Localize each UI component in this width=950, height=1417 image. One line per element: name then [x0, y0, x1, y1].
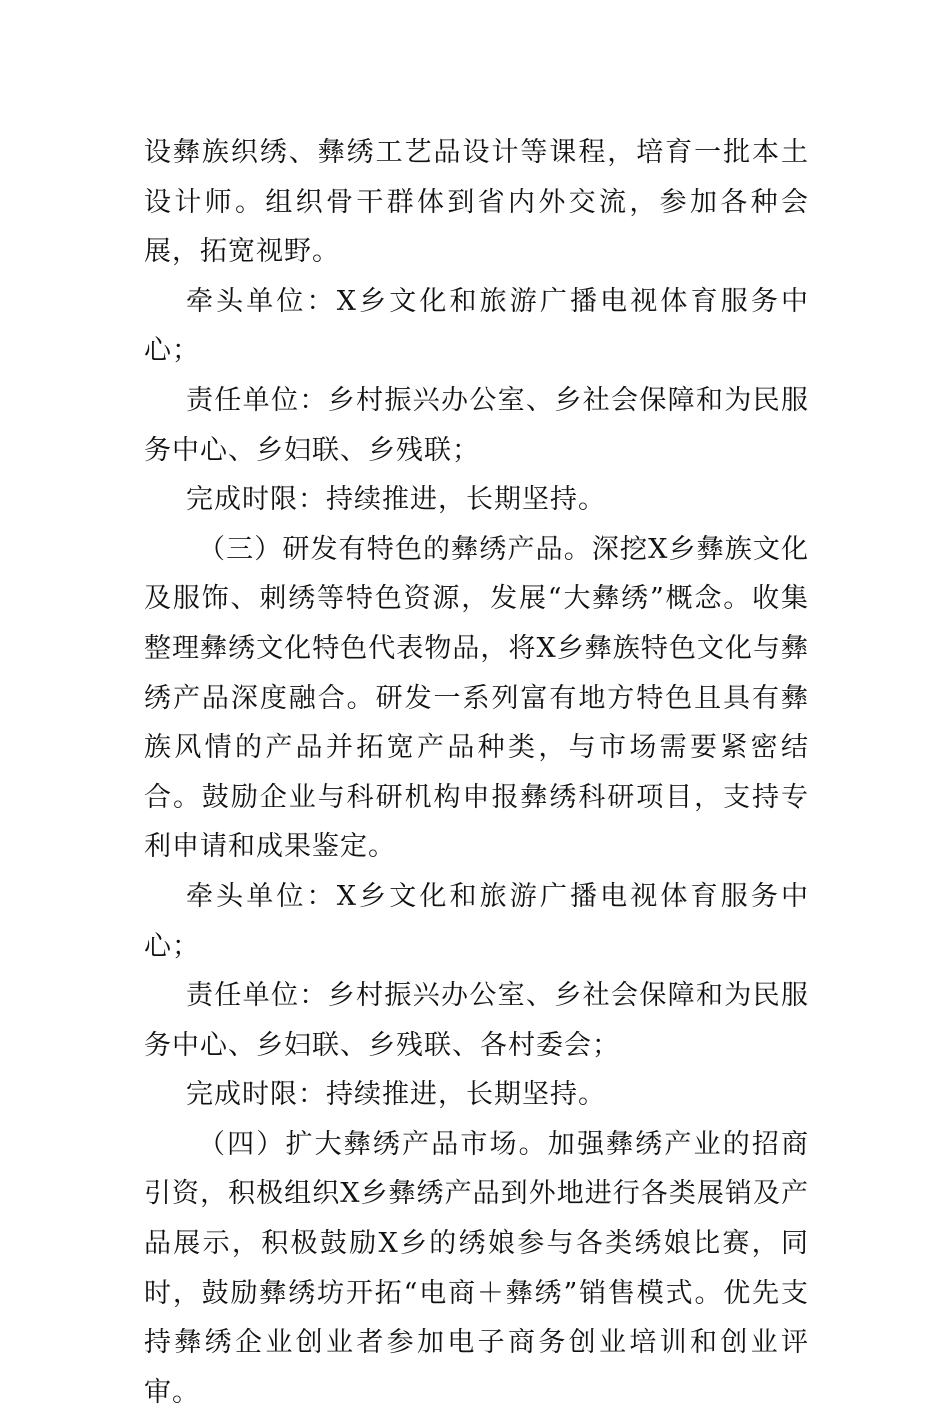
document-body — [144, 128, 809, 1417]
paragraph-deadline-2: 完成时限：持续推进，长期坚持。 — [186, 1079, 606, 1111]
section-4-paragraph: （四）扩大彝绣产品市场。加强彝绣产业的招商引资，积极组织X乡彝绣产品到外地进行各类展销及产品展示，积极鼓励X乡的绣娘参与各类绣娘比赛，同时，鼓励彝绣坊开拓“电商＋彝绣”销售模式。优先支持彝绣企业创业者参加电子商务创业培训和创业评审。 — [144, 1128, 809, 1408]
paragraph-lead-unit: 牵头单位：X乡文化和旅游广播电视体育服务中心； — [144, 285, 809, 367]
paragraph-lead-unit-2: 牵头单位：X乡文化和旅游广播电视体育服务中心； — [144, 880, 809, 962]
paragraph-continuation: 设彝族织绣、彝绣工艺品设计等课程，培育一批本土设计师。组织骨干群体到省内外交流，参加各种会展，拓宽视野。 — [144, 137, 809, 268]
paragraph-deadline: 完成时限：持续推进，长期坚持。 — [186, 484, 606, 516]
paragraph-responsible-units-2: 责任单位：乡村振兴办公室、乡社会保障和为民服务中心、乡妇联、乡残联、各村委会； — [144, 980, 809, 1061]
section-3-paragraph: （三）研发有特色的彝绣产品。深挖X乡彝族文化及服饰、刺绣等特色资源，发展“大彝绣”概念。收集整理彝绣文化特色代表物品，将X乡彝族特色文化与彝绣产品深度融合。研发一系列富有地方特色且具有彝族风情的产品并拓宽产品种类，与市场需要紧密结合。鼓励企业与科研机构申报彝绣科研项目，支持专利申请和成果鉴定。 — [144, 533, 809, 863]
paragraph-responsible-units: 责任单位：乡村振兴办公室、乡社会保障和为民服务中心、乡妇联、乡残联； — [144, 384, 809, 466]
